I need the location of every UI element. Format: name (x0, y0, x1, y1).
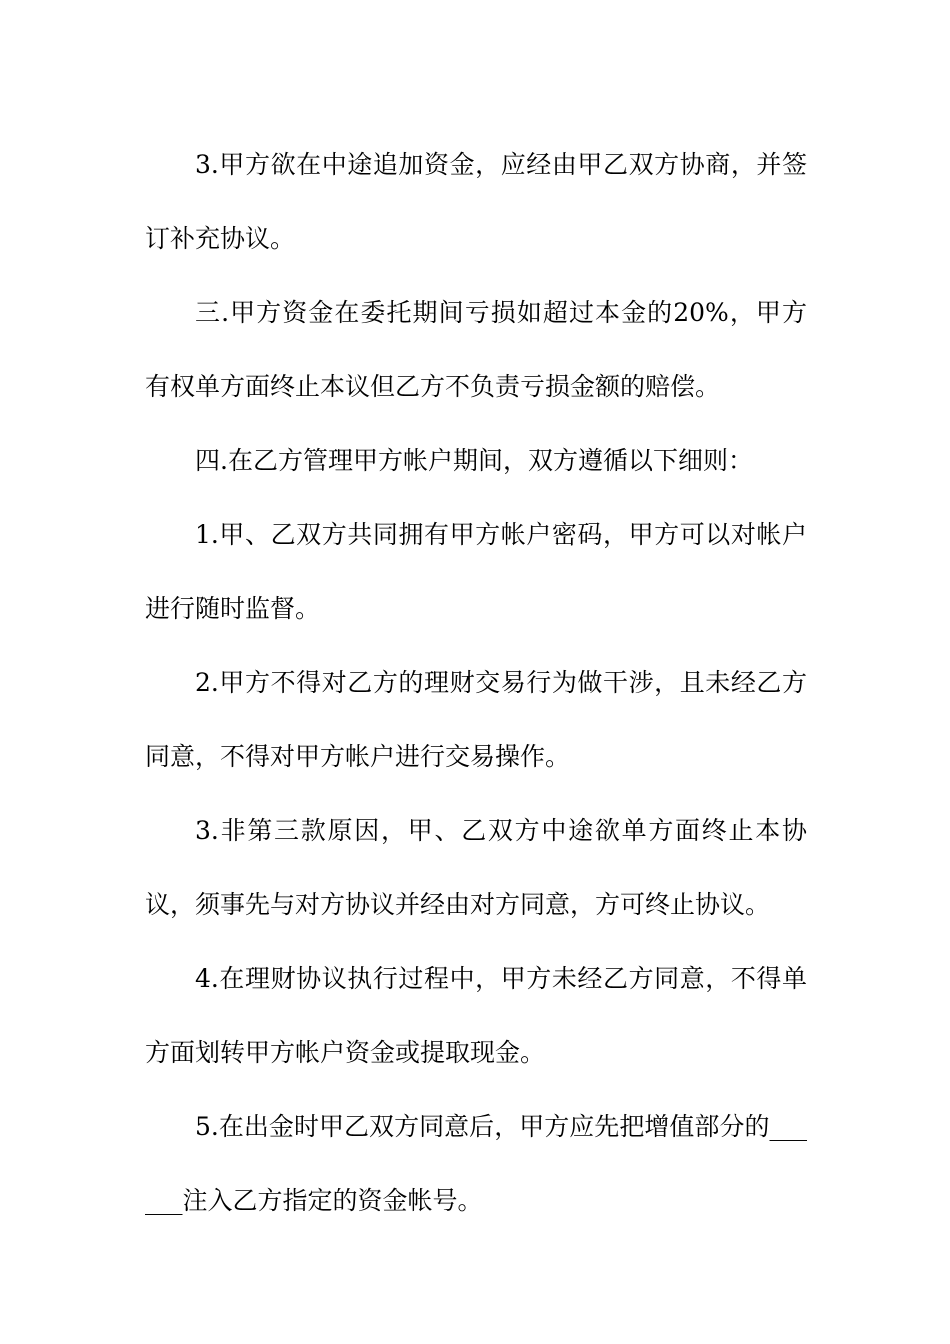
paragraph-rule-1-password: 1.甲、乙双方共同拥有甲方帐户密码，甲方可以对帐户进行随时监督。 (145, 520, 807, 623)
document-body (145, 128, 807, 1238)
paragraph-rule-5-withdrawal: 5.在出金时甲乙双方同意后，甲方应先把增值部分的______注入乙方指定的资金帐号。 (145, 1112, 807, 1215)
paragraph-rule-3-termination: 3.非第三款原因，甲、乙双方中途欲单方面终止本协议，须事先与对方协议并经由对方同意，方可终止协议。 (145, 816, 807, 919)
paragraph-rule-2-no-interference: 2.甲方不得对乙方的理财交易行为做干涉，且未经乙方同意，不得对甲方帐户进行交易操作。 (145, 668, 807, 771)
paragraph-section-3-loss-limit: 三.甲方资金在委托期间亏损如超过本金的20%，甲方有权单方面终止本议但乙方不负责亏损金额的赔偿。 (145, 298, 807, 401)
paragraph-section-4-rules: 四.在乙方管理甲方帐户期间，双方遵循以下细则： (195, 446, 753, 475)
paragraph-rule-4-no-transfer: 4.在理财协议执行过程中，甲方未经乙方同意，不得单方面划转甲方帐户资金或提取现金。 (145, 964, 807, 1067)
paragraph-clause-3-add-funds: 3.甲方欲在中途追加资金，应经由甲乙双方协商，并签订补充协议。 (145, 150, 807, 253)
